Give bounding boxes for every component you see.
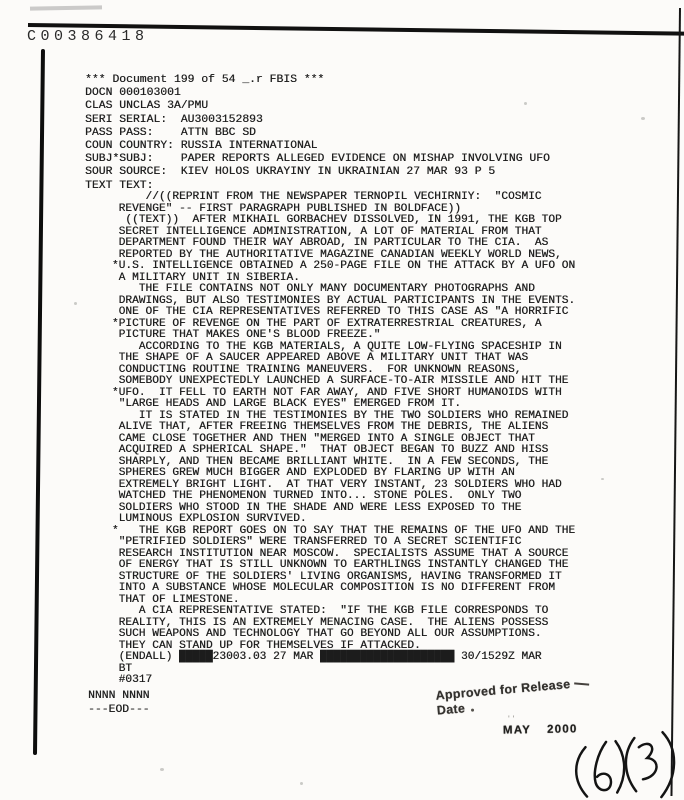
doc-line: SOUR SOURCE: KIEV HOLOS UKRAYINY IN UKRAINIAN 27 MAR 93 P 5: [85, 166, 496, 179]
scan-border-left: [33, 49, 45, 755]
doc-line: CONDUCTING ROUTINE TRAINING MANEUVERS. FOR UNKNOWN REASONS,: [85, 363, 522, 376]
doc-line: SHARPLY, AND THEN BECAME BRILLIANT WHITE. IN A FEW SECONDS, THE: [85, 455, 549, 468]
doc-line: RESEARCH INSTITUTION NEAR MOSCOW. SPECIALISTS ASSUME THAT A SOURCE: [85, 547, 569, 560]
doc-line: IT IS STATED IN THE TESTIMONIES BY THE TWO SOLDIERS WHO REMAINED: [85, 409, 569, 422]
doc-line: OF ENERGY THAT IS STILL UNKNOWN TO EARTHLINGS INSTANTLY CHANGED THE: [85, 559, 569, 571]
doc-line: REPORTED BY THE AUTHORITATIVE MAGAZINE CANADIAN WEEKLY WORLD NEWS,: [85, 248, 562, 261]
doc-line: (ENDALL) █████23003.03 27 MAR ████████████████████ 30/1529Z MAR: [85, 651, 542, 663]
doc-line: THEY CAN STAND UP FOR THEMSELVES IF ATTACKED.: [85, 639, 421, 652]
teletype-header: [85, 74, 550, 193]
doc-line: ACCORDING TO THE KGB MATERIALS, A QUITE LOW-FLYING SPACESHIP IN: [85, 340, 562, 353]
stamp-ink-noise: '': [508, 714, 518, 724]
doc-line: SECRET INTELLIGENCE ADMINISTRATION, A LOT OF MATERIAL FROM THAT: [85, 225, 542, 238]
scan-speck: [160, 768, 164, 771]
doc-line: "LARGE HEADS AND LARGE BLACK EYES" EMERGED FROM IT.: [85, 398, 461, 410]
doc-line: *PICTURE OF REVENGE ON THE PART OF EXTRATERRESTRIAL CREATURES, A: [85, 317, 542, 330]
doc-line: PICTURE THAT MAKES ONE'S BLOOD FREEZE.": [85, 329, 381, 341]
doc-line: ALIVE THAT, AFTER FREEING THEMSELVES FROM THE DEBRIS, THE ALIENS: [85, 421, 549, 433]
doc-line: "PETRIFIED SOLDIERS" WERE TRANSFERRED TO A SECRET SCIENTIFIC: [85, 536, 522, 548]
doc-line: PASS PASS: ATTN BBC SD: [85, 126, 256, 139]
release-date-stamp: [503, 723, 578, 736]
scan-speck: [300, 782, 303, 785]
doc-line: DOCN 000103001: [85, 87, 181, 100]
scan-speck: [601, 478, 604, 480]
doc-line: TEXT TEXT:: [85, 179, 154, 192]
teletype-body: [85, 192, 575, 687]
doc-line: COUN COUNTRY: RUSSIA INTERNATIONAL: [85, 140, 318, 153]
stamp-month: MAY: [502, 724, 532, 737]
doc-line: CLAS UNCLAS 3A/PMU: [85, 100, 209, 113]
doc-line: *** Document 199 of 54 _.r FBIS ***: [85, 74, 325, 86]
doc-line: SOLDIERS WHO STOOD IN THE SHADE AND WERE LESS EXPOSED TO THE: [85, 501, 522, 514]
doc-line: DEPARTMENT FOUND THEIR WAY ABROAD, IN PARTICULAR TO THE CIA. AS: [85, 237, 549, 249]
doc-line: THE FILE CONTAINS NOT ONLY MANY DOCUMENTARY PHOTOGRAPHS AND: [85, 283, 535, 295]
scan-speck: [524, 102, 527, 105]
doc-line: DRAWINGS, BUT ALSO TESTIMONIES BY ACTUAL PARTICIPANTS IN THE EVENTS.: [85, 294, 576, 307]
doc-line: SPHERES GREW MUCH BIGGER AND EXPLODED BY FLARING UP WITH AN: [85, 467, 515, 479]
pen-mark: [574, 682, 589, 685]
handwritten-b3-exemption-note: [567, 726, 684, 800]
doc-line: THAT OF LIMESTONE.: [85, 593, 240, 606]
doc-line: *UFO. IT FELL TO EARTH NOT FAR AWAY, AND FIVE SHORT HUMANOIDS WITH: [85, 386, 562, 399]
doc-line: INTO A SUBSTANCE WHOSE MOLECULAR COMPOSITION IS NO DIFFERENT FROM: [85, 582, 555, 594]
doc-line: CAME CLOSE TOGETHER AND THEN "MERGED INTO A SINGLE OBJECT THAT: [85, 432, 535, 445]
doc-line: ONE OF THE CIA REPRESENTATIVES REFERRED TO THIS CASE AS "A HORRIFIC: [85, 306, 569, 318]
doc-line: *U.S. INTELLIGENCE OBTAINED A 250-PAGE FILE ON THE ATTACK BY A UFO ON: [85, 260, 576, 272]
doc-line: ((TEXT)) AFTER MIKHAIL GORBACHEV DISSOLVED, IN 1991, THE KGB TOP: [85, 214, 562, 226]
doc-line: * THE KGB REPORT GOES ON TO SAY THAT THE REMAINS OF THE UFO AND THE: [85, 524, 576, 537]
doc-line: STRUCTURE OF THE SOLDIERS' LIVING ORGANISMS, HAVING TRANSFORMED IT: [85, 570, 562, 583]
doc-line: A MILITARY UNIT IN SIBERIA.: [85, 271, 300, 284]
teletype-footer: [88, 690, 150, 717]
scan-smudge-top-left: [30, 5, 102, 10]
doc-line: LUMINOUS EXPLOSION SURVIVED.: [85, 513, 307, 525]
doc-line: SOMEBODY UNEXPECTEDLY LAUNCHED A SURFACE-TO-AIR MISSILE AND HIT THE: [85, 375, 569, 387]
stamp-year: 2000: [547, 723, 578, 736]
scan-border-right: [670, 8, 681, 796]
doc-line: SUBJ*SUBJ: PAPER REPORTS ALLEGED EVIDENCE ON MISHAP INVOLVING UFO: [85, 153, 550, 166]
doc-line: REVENGE" -- FIRST PARAGRAPH PUBLISHED IN BOLDFACE)): [85, 202, 461, 215]
doc-line: ACQUIRED A SPHERICAL SHAPE." THAT OBJECT BEGAN TO BUZZ AND HISS: [85, 444, 549, 456]
doc-line: SERI SERIAL: AU3003152893: [85, 113, 263, 126]
scan-speck: [641, 117, 645, 120]
doc-line: WATCHED THE PHENOMENON TURNED INTO... STONE POLES. ONLY TWO: [85, 490, 522, 502]
doc-line: EXTREMELY BRIGHT LIGHT. AT THAT VERY INSTANT, 23 SOLDIERS WHO HAD: [85, 478, 562, 491]
doc-line: A CIA REPRESENTATIVE STATED: "IF THE KGB FILE CORRESPONDS TO: [85, 605, 549, 617]
stamp-approved-label: Approved for Release: [435, 676, 571, 703]
doc-line: #0317: [85, 674, 153, 686]
stamp-date-label: Date: [436, 700, 474, 717]
doc-line: NNNN NNNN: [88, 690, 150, 702]
doc-line: REALITY, THIS IS AN EXTREMELY MENACING CASE. THE ALIENS POSSESS: [85, 616, 549, 629]
doc-line: SUCH WEAPONS AND TECHNOLOGY THAT GO BEYOND ALL OUR ASSUMPTIONS.: [85, 628, 542, 640]
scan-speck: [74, 302, 77, 305]
doc-line: THE SHAPE OF A SAUCER APPEARED ABOVE A MILITARY UNIT THAT WAS: [85, 352, 529, 364]
doc-line: BT: [85, 662, 132, 675]
document-number: C00386418: [27, 28, 149, 45]
doc-line: //((REPRINT FROM THE NEWSPAPER TERNOPIL VECHIRNIY: "COSMIC: [85, 191, 542, 203]
doc-line: ---EOD---: [88, 703, 150, 716]
